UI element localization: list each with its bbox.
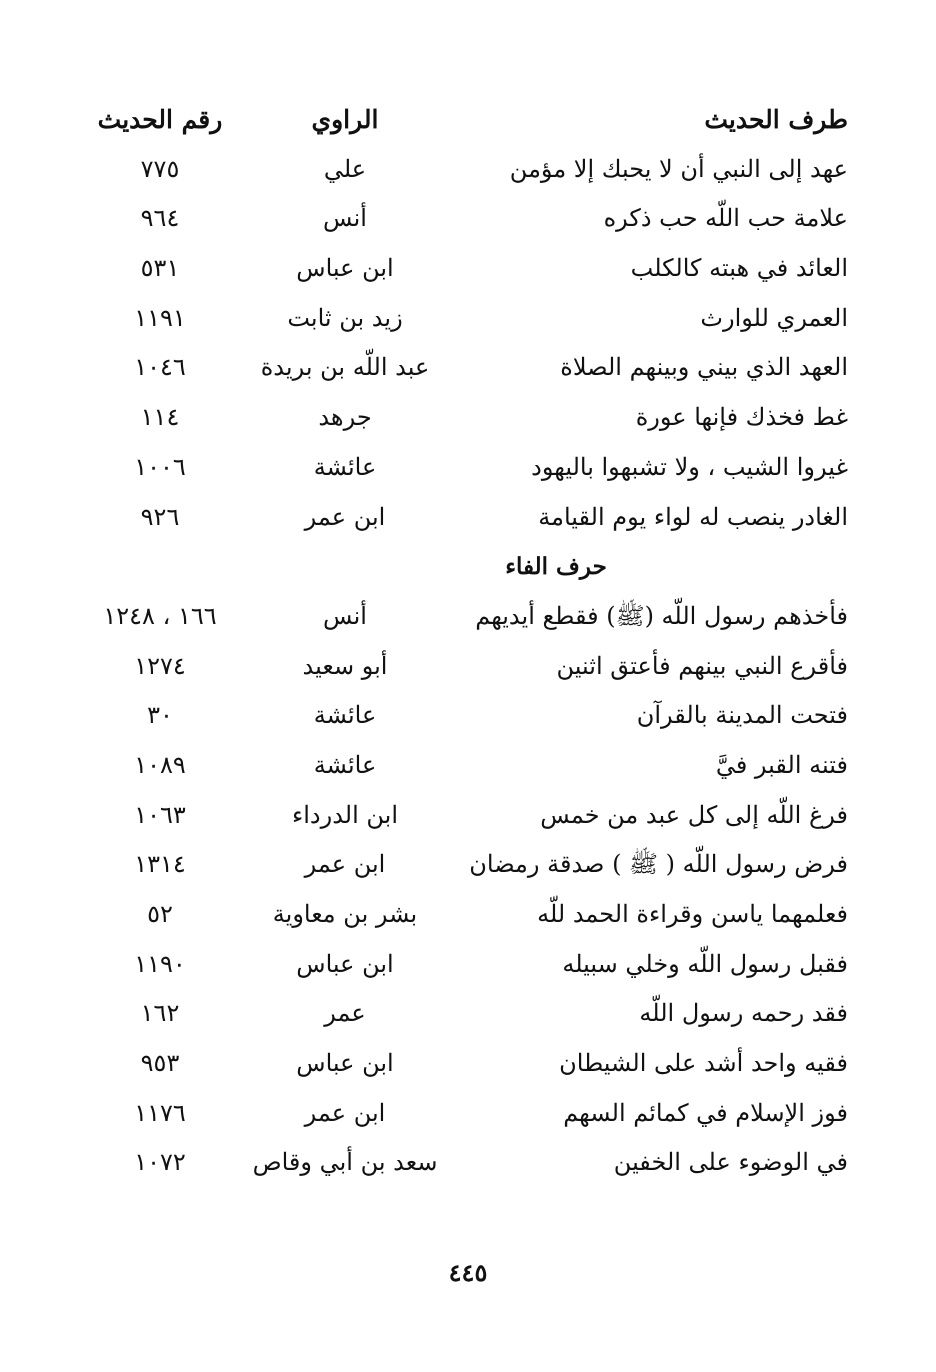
hadith-index-table <box>0 95 936 1188</box>
narrator: زيد بن ثابت <box>287 303 403 332</box>
table-row <box>0 940 936 990</box>
table-row <box>0 741 936 791</box>
table-header <box>0 95 936 145</box>
table-row <box>0 840 936 890</box>
hadith-number: ١٠٨٩ <box>134 750 186 779</box>
table-row <box>0 244 936 294</box>
table-row <box>0 642 936 692</box>
header-number: رقم الحديث <box>97 105 223 134</box>
hadith-text: غط فخذك فإنها عورة <box>635 403 848 432</box>
hadith-number: ١١٩١ <box>134 303 186 332</box>
narrator: أبو سعيد <box>302 651 388 680</box>
table-row <box>0 989 936 1039</box>
hadith-text: فأخذهم رسول اللّه (ﷺ) فقطع أيديهم <box>475 601 848 630</box>
table-row <box>0 145 936 195</box>
header-hadith: طرف الحديث <box>704 105 848 134</box>
narrator: ابن عمر <box>304 502 386 531</box>
hadith-number: ١١٤ <box>140 403 180 432</box>
narrator: ابن عباس <box>296 254 394 283</box>
table-row <box>0 1039 936 1089</box>
hadith-text: فتحت المدينة بالقرآن <box>636 701 848 730</box>
hadith-text: علامة حب اللّه حب ذكره <box>603 204 848 233</box>
hadith-text: عهد إلى النبي أن لا يحبك إلا مؤمن <box>509 154 848 183</box>
hadith-text: العائد في هبته كالكلب <box>630 254 848 283</box>
section-heading <box>0 542 936 592</box>
narrator: عائشة <box>313 750 377 779</box>
hadith-text: فتنه القبر فيَّ <box>715 750 848 779</box>
hadith-text: غيروا الشيب ، ولا تشبهوا باليهود <box>531 452 848 481</box>
table-row <box>0 443 936 493</box>
header-narrator: الراوي <box>311 105 379 134</box>
hadith-number: ٣٠ <box>147 701 173 730</box>
table-row <box>0 1138 936 1188</box>
page-number: ٤٤٥ <box>448 1258 488 1287</box>
table-row <box>0 691 936 741</box>
table-row <box>0 194 936 244</box>
hadith-number: ١٦٢ <box>140 999 180 1028</box>
hadith-number: ١٢٧٤ <box>134 651 186 680</box>
section-title: حرف الفاء <box>505 553 607 581</box>
table-row <box>0 890 936 940</box>
hadith-number: ١١٧٦ <box>134 1098 186 1127</box>
narrator: علي <box>323 154 367 183</box>
hadith-number: ١٠٧٢ <box>134 1148 186 1177</box>
narrator: أنس <box>323 601 367 630</box>
hadith-text: فرض رسول اللّه ( ﷺ ) صدقة رمضان <box>469 850 848 879</box>
table-row <box>0 343 936 393</box>
hadith-text: الغادر ينصب له لواء يوم القيامة <box>538 502 848 531</box>
narrator: عائشة <box>313 701 377 730</box>
narrator: جرهد <box>318 403 372 432</box>
hadith-text: في الوضوء على الخفين <box>613 1148 848 1177</box>
hadith-number: ٧٧٥ <box>140 154 180 183</box>
hadith-text: فقيه واحد أشد على الشيطان <box>559 1049 848 1078</box>
hadith-text: فقد رحمه رسول اللّه <box>639 999 848 1028</box>
hadith-number: ١٠٠٦ <box>134 452 186 481</box>
narrator: بشر بن معاوية <box>272 900 418 928</box>
hadith-text: فوز الإسلام في كمائم السهم <box>563 1098 848 1127</box>
hadith-text: فرغ اللّه إلى كل عبد من خمس <box>540 800 848 829</box>
narrator: عمر <box>324 999 366 1028</box>
table-row <box>0 393 936 443</box>
narrator: عبد اللّه بن بريدة <box>260 353 430 382</box>
hadith-text: العمري للوارث <box>700 303 848 332</box>
hadith-text: العهد الذي بيني وبينهم الصلاة <box>560 353 848 382</box>
table-row <box>0 493 936 543</box>
hadith-number: ٥٢ <box>147 900 173 928</box>
table-row <box>0 791 936 841</box>
hadith-number: ١١٩٠ <box>134 949 186 978</box>
hadith-number: ٥٣١ <box>140 254 180 283</box>
hadith-number: ٩٢٦ <box>140 502 180 531</box>
narrator: ابن عباس <box>296 949 394 978</box>
hadith-number: ١٠٦٣ <box>134 800 186 829</box>
narrator: ابن عباس <box>296 1049 394 1078</box>
hadith-text: فقبل رسول اللّه وخلي سبيله <box>562 949 848 978</box>
narrator: أنس <box>323 204 367 233</box>
hadith-number: ٩٦٤ <box>140 204 180 233</box>
hadith-text: فعلمهما ياسن وقراءة الحمد للّه <box>537 900 848 928</box>
narrator: ابن عمر <box>304 850 386 879</box>
hadith-number: ١٠٤٦ <box>134 353 186 382</box>
table-row <box>0 1089 936 1139</box>
narrator: ابن الدرداء <box>291 800 399 829</box>
hadith-number: ١٣١٤ <box>134 850 186 879</box>
narrator: ابن عمر <box>304 1098 386 1127</box>
narrator: سعد بن أبي وقاص <box>252 1148 438 1177</box>
narrator: عائشة <box>313 452 377 481</box>
hadith-number: ١٦٦ ، ١٢٤٨ <box>103 601 217 630</box>
table-row <box>0 592 936 642</box>
hadith-text: فأقرع النبي بينهم فأعتق اثنين <box>556 651 848 680</box>
hadith-number: ٩٥٣ <box>140 1049 180 1078</box>
table-row <box>0 294 936 344</box>
